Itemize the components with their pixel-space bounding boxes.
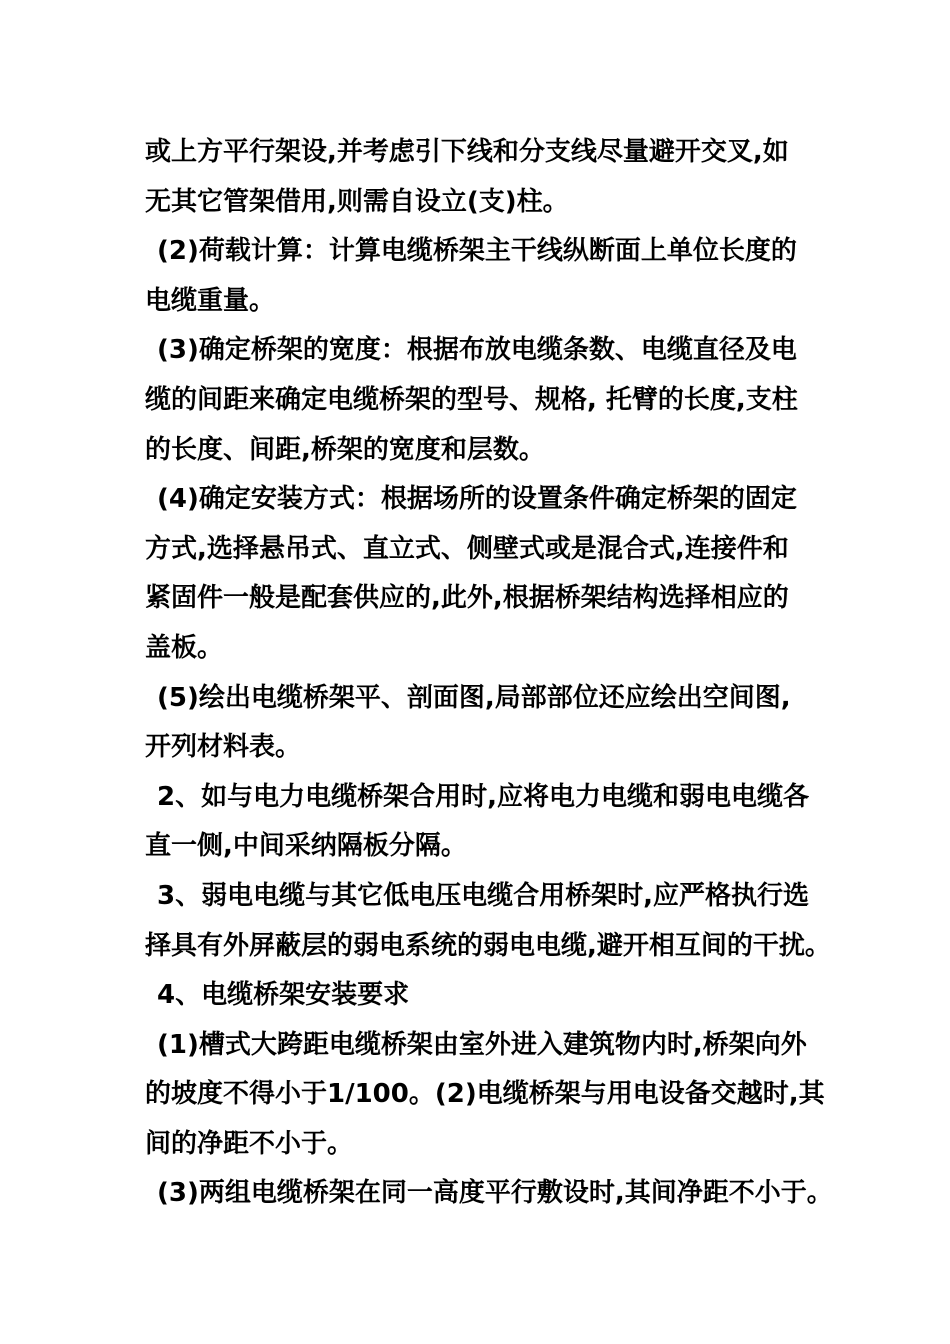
text-line: (3)两组电缆桥架在同一高度平行敷设时,其间净距不小于。 — [157, 1178, 833, 1209]
text-line: (4)确定安装方式：根据场所的设置条件确定桥架的固定 — [157, 484, 797, 515]
text-line: 的长度、间距,桥架的宽度和层数。 — [145, 434, 545, 465]
body-text — [145, 128, 833, 1219]
text-line: 紧固件一般是配套供应的,此外,根据桥架结构选择相应的 — [145, 583, 789, 614]
text-line: (5)绘出电缆桥架平、剖面图,局部部位还应绘出空间图, — [157, 682, 791, 713]
text-line: 3、弱电电缆与其它低电压电缆合用桥架时,应严格执行选 — [157, 880, 809, 911]
text-line: 4、电缆桥架安装要求 — [157, 980, 410, 1011]
text-line: (3)确定桥架的宽度：根据布放电缆条数、电缆直径及电 — [157, 335, 797, 366]
text-line: 无其它管架借用,则需自设立(支)柱。 — [145, 186, 569, 217]
text-line: 的坡度不得小于1/100。(2)电缆桥架与用电设备交越时,其 — [145, 1079, 825, 1110]
text-line: 方式,选择悬吊式、直立式、侧壁式或是混合式,连接件和 — [145, 533, 789, 564]
text-line: 间的净距不小于。 — [145, 1128, 354, 1159]
text-line: 盖板。 — [145, 632, 224, 663]
text-line: 择具有外屏蔽层的弱电系统的弱电电缆,避开相互间的干扰。 — [145, 930, 831, 961]
text-line: 缆的间距来确定电缆桥架的型号、规格, 托臂的长度,支柱 — [145, 384, 798, 415]
text-line: (2)荷载计算：计算电缆桥架主干线纵断面上单位长度的 — [157, 236, 797, 267]
text-line: 或上方平行架设,并考虑引下线和分支线尽量避开交叉,如 — [145, 137, 789, 167]
text-line: 电缆重量。 — [145, 285, 276, 316]
text-line: 直一侧,中间采纳隔板分隔。 — [145, 831, 467, 862]
text-line: 开列材料表。 — [145, 732, 302, 763]
text-line: (1)槽式大跨距电缆桥架由室外进入建筑物内时,桥架向外 — [157, 1029, 807, 1060]
text-line: 2、如与电力电缆桥架合用时,应将电力电缆和弱电电缆各 — [157, 781, 809, 812]
